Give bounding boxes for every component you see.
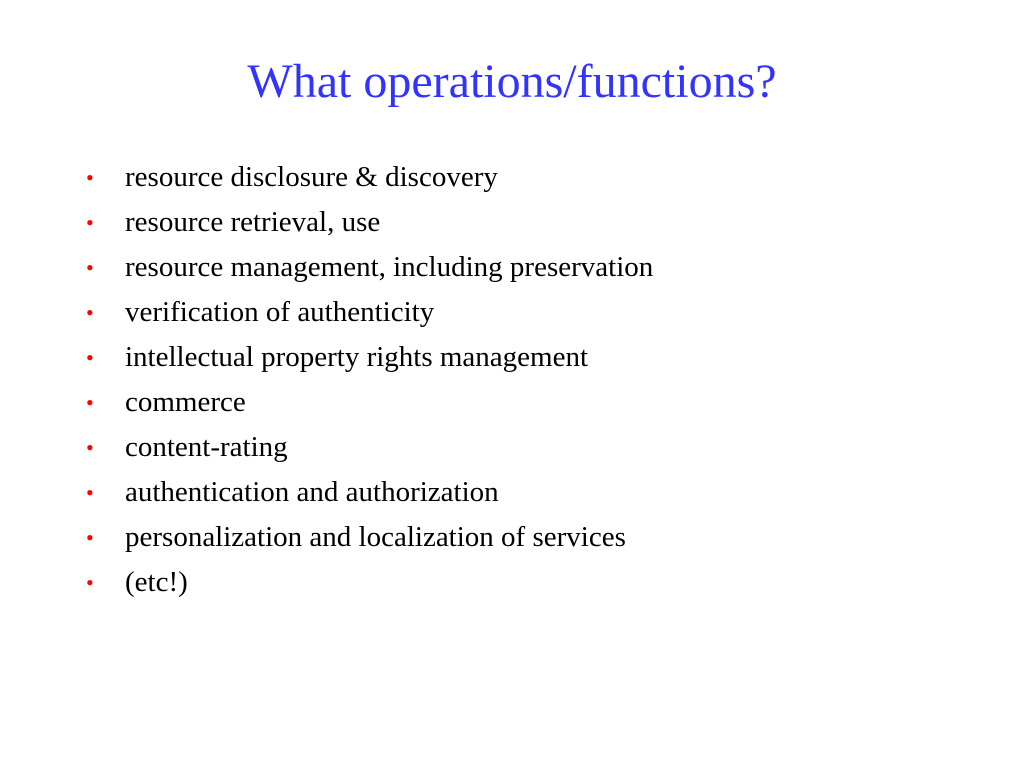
bullet-icon: • [86, 570, 94, 595]
bullet-text: (etc!) [125, 566, 188, 598]
bullet-icon: • [86, 255, 94, 280]
bullet-text: verification of authenticity [125, 296, 435, 328]
bullet-text: resource disclosure & discovery [125, 161, 498, 193]
bullet-text: personalization and localization of services [125, 521, 626, 553]
bullet-text: content-rating [125, 431, 288, 463]
bullet-icon: • [86, 390, 94, 415]
bullet-icon: • [86, 435, 94, 460]
bullet-icon: • [86, 345, 94, 370]
bullet-text: resource management, including preservation [125, 251, 654, 283]
bullet-text: authentication and authorization [125, 476, 499, 508]
bullet-text: intellectual property rights management [125, 341, 589, 373]
bullet-icon: • [86, 165, 94, 190]
bullet-icon: • [86, 480, 94, 505]
bullet-icon: • [86, 300, 94, 325]
bullet-text: resource retrieval, use [125, 206, 381, 238]
slide-title: What operations/functions? [247, 55, 777, 108]
bullet-text: commerce [125, 386, 246, 418]
bullet-icon: • [86, 210, 94, 235]
bullet-icon: • [86, 525, 94, 550]
